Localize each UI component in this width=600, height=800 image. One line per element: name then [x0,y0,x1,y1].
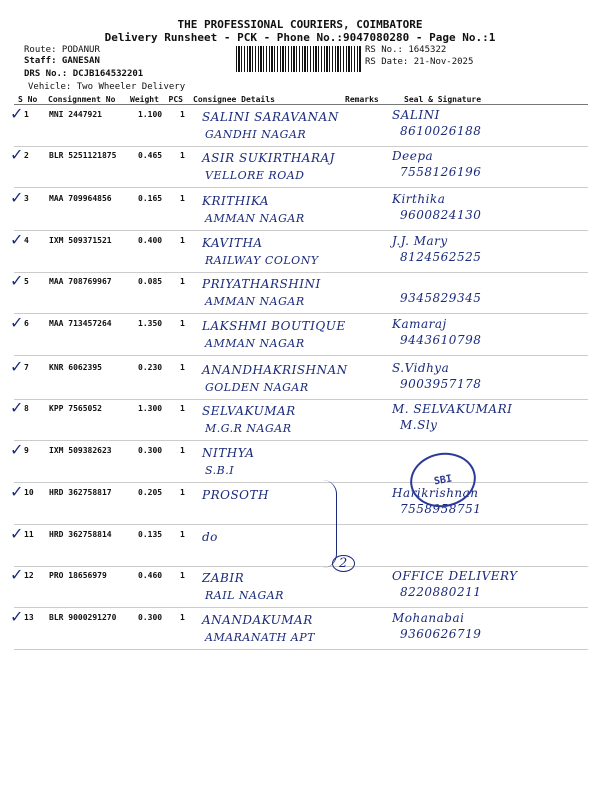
check-mark-icon: ✓ [10,271,24,290]
remark-mark: 2 [332,555,355,572]
signature-name: M. SELVAKUMARI [392,402,513,416]
consignee-name: ASIR SUKIRTHARAJ [202,151,335,165]
consignee-name: NITHYA [202,446,255,460]
consignee-address: AMMAN NAGAR [205,212,305,225]
consignee-name: LAKSHMI BOUTIQUE [202,319,346,333]
pcs: 1 [180,613,185,622]
consignee-address: GOLDEN NAGAR [205,381,309,394]
vehicle-label: Vehicle: Two Wheeler Delivery [28,82,186,92]
signature-name: Kirthika [392,192,446,206]
signature-name: S.Vidhya [392,361,450,375]
signature-name: J.J. Mary [392,234,448,248]
signature-phone: 9003957178 [400,377,482,391]
row-divider [14,272,588,273]
signature-phone: 8610026188 [400,124,482,138]
signature-phone: 7558958751 [400,502,482,516]
row-divider [14,524,588,525]
consignment-no: MNI 2447921 [49,110,102,119]
signature-name: Harikrishnan [392,486,479,500]
signature-phone: 8124562525 [400,250,482,264]
consignment-no: HRD 362758817 [49,488,112,497]
consignee-address: AMARANATH APT [205,631,315,644]
pcs: 1 [180,277,185,286]
header-rule [14,104,588,105]
pcs: 1 [180,488,185,497]
consignment-no: BLR 5251121875 [49,151,117,160]
weight: 0.135 [138,530,163,539]
consignee-name: ANANDHAKRISHNAN [202,363,348,377]
pcs: 1 [180,151,185,160]
col-sno: S No [18,95,38,104]
consignee-address: RAIL NAGAR [205,589,284,602]
signature-phone: 8220880211 [400,585,482,599]
consignment-no: KNR 6062395 [49,363,102,372]
check-mark-icon: ✓ [10,398,24,417]
weight: 0.300 [138,613,163,622]
check-mark-icon: ✓ [10,104,24,123]
pcs: 1 [180,446,185,455]
weight: 1.300 [138,404,163,413]
row-sno: 13 [24,613,34,622]
signature-phone: 9600824130 [400,208,482,222]
row-divider [14,187,588,188]
signature-phone: 9443610798 [400,333,482,347]
row-divider [14,649,588,650]
consignee-address: S.B.I [205,464,235,477]
runsheet-subtitle: Delivery Runsheet - PCK - Phone No.:9047080280 - Page No.:1 [104,31,496,44]
company-title: THE PROFESSIONAL COURIERS, COIMBATORE [177,18,423,31]
row-sno: 10 [24,488,34,497]
row-divider [14,566,588,567]
consignment-no: IXM 509382623 [49,446,112,455]
row-divider [14,440,588,441]
rs-number: RS No.: 1645322 [365,45,447,55]
signature-name: SALINI [392,108,440,122]
weight: 0.230 [138,363,163,372]
signature-phone: M.Sly [400,418,438,432]
consignee-address: M.G.R NAGAR [205,422,292,435]
pcs: 1 [180,236,185,245]
row-sno: 8 [24,404,29,413]
consignee-name: SALINI SARAVANAN [202,110,339,124]
col-weight-pcs: Weight PCS [130,95,183,104]
row-sno: 6 [24,319,29,328]
check-mark-icon: ✓ [10,524,24,543]
row-sno: 2 [24,151,29,160]
consignee-name: do [202,530,218,544]
consignment-no: PRO 18656979 [49,571,107,580]
consignee-name: SELVAKUMAR [202,404,296,418]
consignee-name: PRIYATHARSHINI [202,277,321,291]
row-sno: 9 [24,446,29,455]
row-divider [14,607,588,608]
row-sno: 7 [24,363,29,372]
consignment-no: MAA 708769967 [49,277,112,286]
pcs: 1 [180,530,185,539]
pcs: 1 [180,363,185,372]
consignee-address: AMMAN NAGAR [205,295,305,308]
col-consignee: Consignee Details [193,95,275,104]
consignment-no: MAA 709964856 [49,194,112,203]
weight: 0.300 [138,446,163,455]
pcs: 1 [180,110,185,119]
col-consignment: Consignment No [48,95,116,104]
pcs: 1 [180,319,185,328]
weight: 0.460 [138,571,163,580]
consignee-name: ANANDAKUMAR [202,613,313,627]
signature-name: OFFICE DELIVERY [392,569,518,583]
consignment-no: BLR 9000291270 [49,613,117,622]
pcs: 1 [180,194,185,203]
check-mark-icon: ✓ [10,482,24,501]
signature-name: Kamaraj [392,317,447,331]
row-sno: 11 [24,530,34,539]
weight: 0.205 [138,488,163,497]
consignment-no: MAA 713457264 [49,319,112,328]
weight: 0.400 [138,236,163,245]
row-divider [14,230,588,231]
signature-name: Deepa [392,149,434,163]
weight: 0.465 [138,151,163,160]
bracket-mark [320,480,337,568]
consignee-address: GANDHI NAGAR [205,128,307,141]
barcode [236,46,361,72]
consignee-name: PROSOTH [202,488,269,502]
weight: 1.350 [138,319,163,328]
consignee-address: VELLORE ROAD [205,169,305,182]
signature-phone: 7558126196 [400,165,482,179]
staff-label: Staff: GANESAN [24,56,100,66]
weight: 0.165 [138,194,163,203]
rs-date: RS Date: 21-Nov-2025 [365,57,474,67]
check-mark-icon: ✓ [10,230,24,249]
row-divider [14,399,588,400]
check-mark-icon: ✓ [10,440,24,459]
consignee-name: ZABIR [202,571,245,585]
consignee-address: RAILWAY COLONY [205,254,319,267]
weight: 0.085 [138,277,163,286]
col-remarks: Remarks [345,95,379,104]
pcs: 1 [180,404,185,413]
consignment-no: HRD 362758814 [49,530,112,539]
consignee-name: KRITHIKA [202,194,270,208]
row-sno: 3 [24,194,29,203]
signature-name: Mohanabai [392,611,465,625]
check-mark-icon: ✓ [10,188,24,207]
row-sno: 4 [24,236,29,245]
row-sno: 12 [24,571,34,580]
consignment-no: KPP 7565052 [49,404,102,413]
check-mark-icon: ✓ [10,357,24,376]
row-divider [14,146,588,147]
check-mark-icon: ✓ [10,607,24,626]
check-mark-icon: ✓ [10,313,24,332]
col-seal: Seal & Signature [404,95,482,104]
check-mark-icon: ✓ [10,565,24,584]
check-mark-icon: ✓ [10,145,24,164]
row-divider [14,482,588,483]
weight: 1.100 [138,110,163,119]
signature-phone: 9360626719 [400,627,482,641]
pcs: 1 [180,571,185,580]
bank-stamp: SBI [406,448,480,513]
consignee-address: AMMAN NAGAR [205,337,305,350]
route-label: Route: PODANUR [24,45,100,55]
consignment-no: IXM 509371521 [49,236,112,245]
row-divider [14,355,588,356]
signature-phone: 9345829345 [400,291,482,305]
drs-label: DRS No.: DCJB164532201 [24,69,144,79]
row-sno: 5 [24,277,29,286]
consignee-name: KAVITHA [202,236,263,250]
row-sno: 1 [24,110,29,119]
row-divider [14,313,588,314]
